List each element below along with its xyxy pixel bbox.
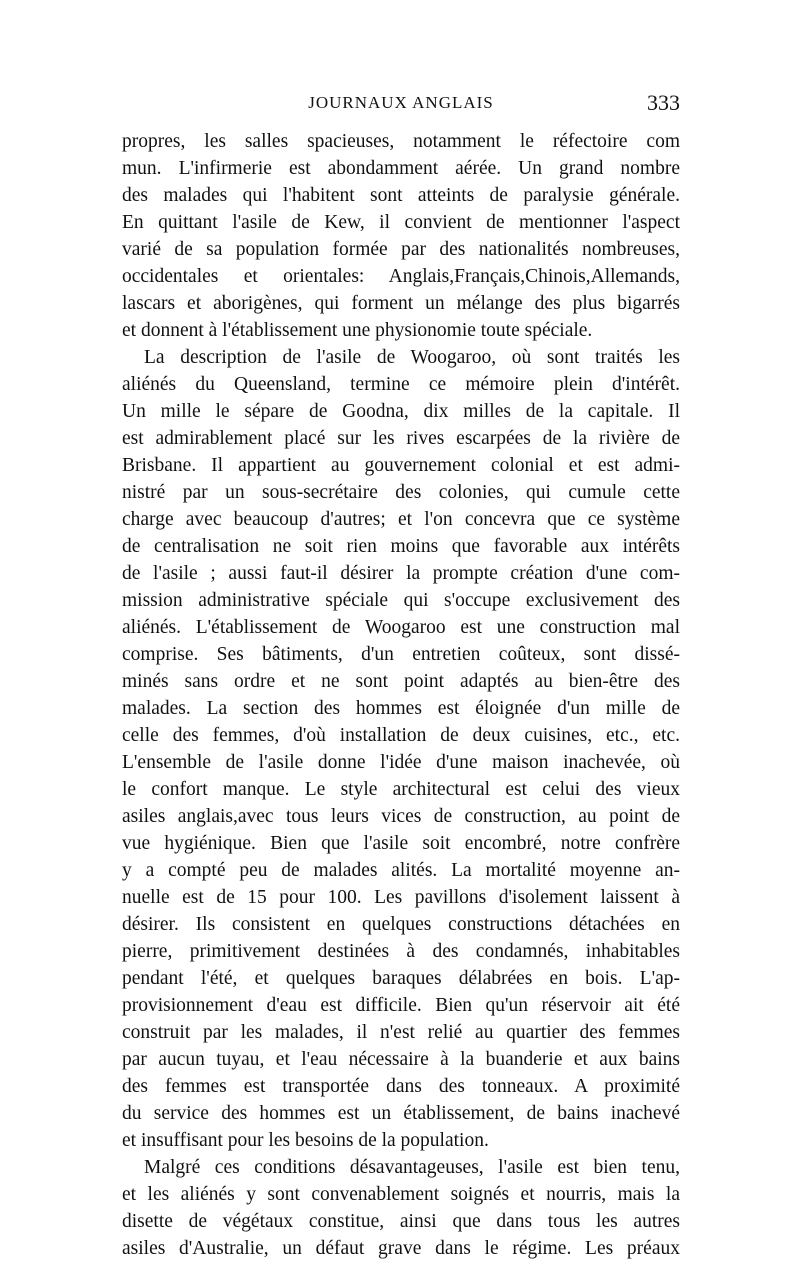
text-line: provisionnement d'eau est difficile. Bien qu'un réservoir ait été (122, 995, 680, 1016)
text-line: Malgré ces conditions désavantageuses, l'asile est bien tenu, (144, 1157, 680, 1178)
text-line: est admirablement placé sur les rives escarpées de la rivière de (122, 428, 680, 449)
text-line: de l'asile ; aussi faut-il désirer la prompte création d'une com- (122, 563, 680, 584)
text-line: aliénés du Queensland, termine ce mémoire plein d'intérêt. (122, 374, 680, 395)
text-line: celle des femmes, d'où installation de deux cuisines, etc., etc. (122, 725, 680, 746)
text-line: comprise. Ses bâtiments, d'un entretien coûteux, sont dissé- (122, 644, 680, 665)
text-line: mission administrative spéciale qui s'occupe exclusivement des (122, 590, 680, 611)
text-line: minés sans ordre et ne sont point adaptés au bien-être des (122, 671, 680, 692)
text-line: du service des hommes est un établissement, de bains inachevé (122, 1103, 680, 1124)
text-line: nistré par un sous-secrétaire des colonies, qui cumule cette (122, 482, 680, 503)
text-line: varié de sa population formée par des nationalités nombreuses, (122, 239, 680, 260)
text-line: et insuffisant pour les besoins de la population. (122, 1130, 489, 1151)
text-line: Brisbane. Il appartient au gouvernement colonial et est admi- (122, 455, 680, 476)
text-line: mun. L'infirmerie est abondamment aérée. Un grand nombre (122, 158, 680, 179)
text-line: L'ensemble de l'asile donne l'idée d'une maison inachevée, où (122, 752, 680, 773)
text-line: désirer. Ils consistent en quelques constructions détachées en (122, 914, 680, 935)
text-line: pierre, primitivement destinées à des condamnés, inhabitables (122, 941, 680, 962)
running-head: JOURNAUX ANGLAIS (308, 93, 494, 112)
text-line: occidentales et orientales: Anglais,Français,Chinois,Allemands, (122, 266, 680, 287)
text-line: par aucun tuyau, et l'eau nécessaire à la buanderie et aux bains (122, 1049, 680, 1070)
text-line: le confort manque. Le style architectural est celui des vieux (122, 779, 680, 800)
text-line: de centralisation ne soit rien moins que favorable aux intérêts (122, 536, 680, 557)
text-line: et les aliénés y sont convenablement soignés et nourris, mais la (122, 1184, 680, 1205)
text-line: nuelle est de 15 pour 100. Les pavillons d'isolement laissent à (122, 887, 680, 908)
text-line: des malades qui l'habitent sont atteints de paralysie générale. (122, 185, 680, 206)
text-line: et donnent à l'établissement une physionomie toute spéciale. (122, 320, 593, 341)
text-line: En quittant l'asile de Kew, il convient de mentionner l'aspect (122, 212, 680, 233)
text-line: vue hygiénique. Bien que l'asile soit encombré, notre confrère (122, 833, 680, 854)
text-line: malades. La section des hommes est éloignée d'un mille de (122, 698, 680, 719)
text-line: asiles d'Australie, un défaut grave dans le régime. Les préaux (122, 1238, 680, 1259)
text-line: des femmes est transportée dans des tonneaux. A proximité (122, 1076, 680, 1097)
text-line: lascars et aborigènes, qui forment un mélange des plus bigarrés (122, 293, 680, 314)
text-line: pendant l'été, et quelques baraques délabrées en bois. L'ap- (122, 968, 680, 989)
text-line: charge avec beaucoup d'autres; et l'on concevra que ce système (122, 509, 680, 530)
text-line: asiles anglais,avec tous leurs vices de construction, au point de (122, 806, 680, 827)
text-line: Un mille le sépare de Goodna, dix milles de la capitale. Il (122, 401, 680, 422)
text-line: y a compté peu de malades alités. La mortalité moyenne an- (122, 860, 680, 881)
text-line: La description de l'asile de Woogaroo, où sont traités les (144, 347, 680, 368)
text-line: aliénés. L'établissement de Woogaroo est une construction mal (122, 617, 680, 638)
body-text (122, 128, 680, 1262)
page-header (122, 88, 680, 118)
text-line: disette de végétaux constitue, ainsi que dans tous les autres (122, 1211, 680, 1232)
page-number: 333 (647, 90, 680, 115)
text-line: propres, les salles spacieuses, notamment le réfectoire com (122, 131, 680, 152)
text-line: construit par les malades, il n'est relié au quartier des femmes (122, 1022, 680, 1043)
